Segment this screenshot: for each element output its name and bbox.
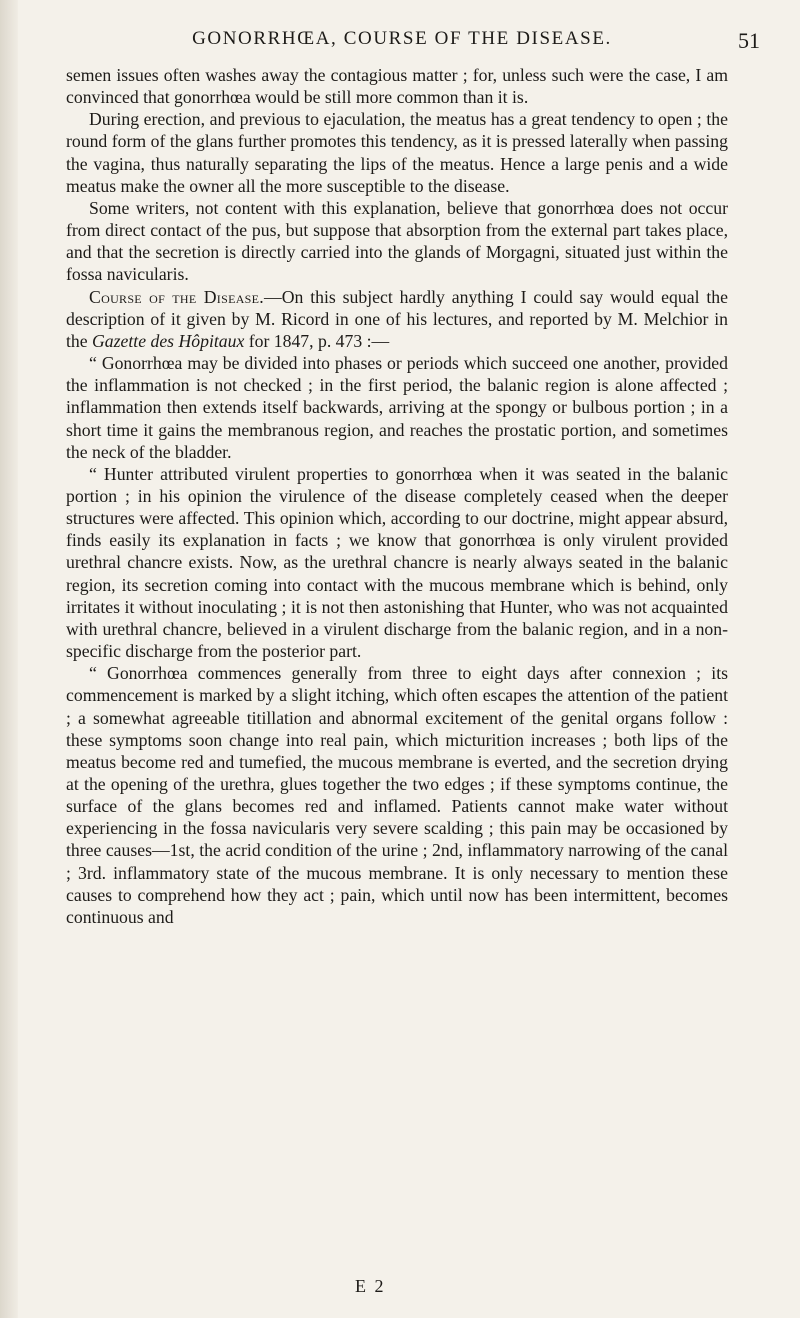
paragraph-5: “ Gonorrhœa may be divided into phases or periods which succeed one another, provided the inflammation is not checked ; in the first period, the balanic region is alone affected ; inflammation then extends itself backwards, arriving at the spongy or bulbous portion ; in a short time it gains the membranous region, and reaches the prostatic portion, and sometimes the neck of the bladder. <box>66 353 728 462</box>
paragraph-1: semen issues often washes away the contagious matter ; for, unless such were the case, I am convinced that gonorrhœa would be still more common than it is. <box>66 65 728 108</box>
page-number: 51 <box>738 28 760 53</box>
paragraph-4-text-a: —On this subject hardly anything I could say would equal the description of it given by M. Ricord in one of his lectures, and reported by M. Melchior in the <box>66 286 728 351</box>
running-title: GONORRHŒA, COURSE OF THE DISEASE. <box>192 28 612 49</box>
paragraph-6: “ Hunter attributed virulent properties to gonorrhœa when it was seated in the balanic portion ; in his opinion the virulence of the disease completely ceased when the deeper structures were affected. This opinion which, according to our doctrine, might appear absurd, finds easily its explanation in facts ; we know that gonorrhœa is only virulent provided urethral chancre exists. Now, as the urethral chancre is nearly always seated in the balanic region, its secretion coming into contact with the mucous membrane which is behind, only irritates it without inoculating ; it is not then astonishing that Hunter, who was not acquainted with urethral chancre, believed in a virulent discharge from the balanic region, and in a non-specific discharge from the posterior part. <box>66 463 728 662</box>
body-text <box>66 64 728 928</box>
paragraph-3: Some writers, not content with this explanation, believe that gonorrhœa does not occur from direct contact of the pus, but suppose that absorption from the external part takes place, and that the secretion is directly carried into the glands of Morgagni, situated just within the fossa navicularis. <box>66 197 728 285</box>
running-head <box>74 28 760 54</box>
paragraph-7: “ Gonorrhœa commences generally from three to eight days after connexion ; its commencement is marked by a slight itching, which often escapes the attention of the patient ; a somewhat agreeable titillation and abnormal excitement of the genital organs follow : these symptoms soon change into real pain, which micturition increases ; both lips of the meatus become red and tumefied, the mucous membrane is everted, and the secretion drying at the opening of the urethra, glues together the two edges ; if these symptoms continue, the surface of the glans becomes red and inflamed. Patients cannot make water without experiencing in the fossa navicularis very severe scalding ; this pain may be occasioned by three causes—1st, the acrid condition of the urine ; 2nd, inflammatory narrowing of the canal ; 3rd. inflammatory state of the mucous membrane. It is only necessary to mention these causes to comprehend how they act ; pain, which until now has been intermittent, becomes continuous and <box>66 663 728 927</box>
page-gutter-shadow <box>0 0 18 1318</box>
journal-title: Gazette des Hôpitaux <box>92 330 245 351</box>
section-heading: Course of the Disease. <box>89 286 264 307</box>
paragraph-4-text-b: for 1847, p. 473 :— <box>244 330 390 351</box>
paragraph-4 <box>66 286 728 352</box>
signature-mark: E 2 <box>355 1276 386 1296</box>
paragraph-2: During erection, and previous to ejaculation, the meatus has a great tendency to open ; the round form of the glans further promotes this tendency, as it is pressed laterally when passing the vagina, thus naturally separating the lips of the meatus. Hence a large penis and a wide meatus make the owner all the more susceptible to the disease. <box>66 109 728 196</box>
